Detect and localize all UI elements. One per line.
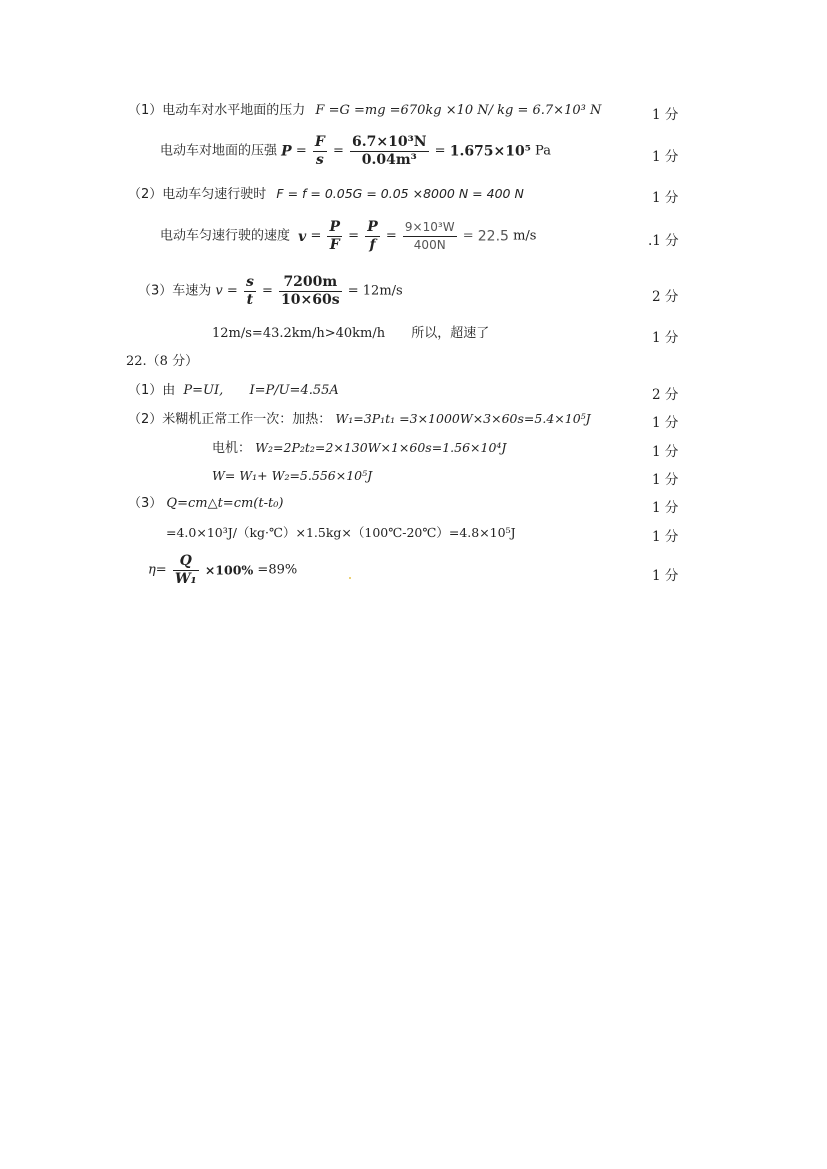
- q22-l1-score: 2 分: [652, 387, 679, 403]
- q21-l6-conclusion: 所以，超速了: [411, 326, 490, 341]
- q21-l5-frac2-den: 10×60s: [281, 292, 340, 308]
- q22-l6-formula: =4.0×10³J/（kg·℃）×1.5kg×（100℃-20℃）=4.8×10⁵J: [166, 525, 516, 540]
- q22-line5: [128, 495, 284, 513]
- q22-l4-score: 1 分: [652, 472, 679, 488]
- q21-l4-frac2-den: f: [369, 237, 376, 253]
- q21-l4-frac1-den: F: [329, 237, 340, 253]
- q22-l1-formula-a: P=UI,: [183, 383, 224, 398]
- q22-l7-lhs: η=: [148, 562, 167, 578]
- q21-l1-score: 1 分: [652, 107, 679, 123]
- q22-line4: [212, 467, 372, 486]
- q21-l5-result: = 12m/s: [347, 283, 403, 299]
- q21-l5-frac1-num: s: [245, 274, 254, 290]
- q21-l4-frac3-num: 9×10³W: [403, 219, 457, 237]
- q21-l5-frac1: [244, 274, 256, 309]
- q22-line3: [212, 439, 506, 458]
- q22-l4-formula: W= W₁+ W₂=5.556×10⁵J: [212, 468, 373, 483]
- q21-l4-frac1: [327, 219, 342, 254]
- q22-l3-score: 1 分: [652, 444, 679, 460]
- q22-l5-prefix: （3）: [128, 496, 163, 511]
- q21-l1-formula: F =G =mg =670kg ×10 N/ kg = 6.7×10³ N: [315, 103, 602, 118]
- q21-l4-frac3-den: 400N: [413, 238, 446, 252]
- q21-l4-result: 22.5: [477, 228, 509, 245]
- q22-l3-formula: W₂=2P₂t₂=2×130W×1×60s=1.56×10⁴J: [255, 440, 507, 455]
- q21-l2-frac2-num: 6.7×10³N: [352, 134, 427, 150]
- q22-l7-frac: [173, 553, 199, 588]
- q21-l5-frac2-num: 7200m: [279, 274, 342, 292]
- q22-l3-prefix: 电机：: [212, 441, 252, 456]
- q22-line2: [128, 410, 591, 429]
- q21-l4-unit: m/s: [513, 228, 537, 244]
- q22-header: 22.（8 分）: [126, 354, 199, 369]
- q21-l3-prefix: （2）电动车匀速行驶时: [128, 187, 267, 202]
- q21-l4-lhs: v: [298, 228, 307, 245]
- q21-l2-prefix: 电动车对地面的压强: [160, 143, 278, 159]
- q21-l5-frac1-den: t: [246, 292, 254, 308]
- q21-line1: [128, 102, 601, 120]
- q21-l6-text: 12m/s=43.2km/h>40km/h: [212, 326, 386, 341]
- q21-l5-frac2: [279, 274, 342, 309]
- q22-l2-formula: W₁=3P₁t₁ =3×1000W×3×60s=5.4×10⁵J: [335, 411, 591, 426]
- q21-line3: [128, 185, 524, 204]
- q22-l7-result: =89%: [257, 562, 298, 578]
- q21-l2-score: 1 分: [652, 149, 679, 165]
- q22-line6: [166, 524, 516, 543]
- q22-l1-prefix: （1）由: [128, 383, 176, 398]
- q22-l2-score: 1 分: [652, 415, 679, 431]
- q21-l4-score: .1 分: [648, 233, 679, 249]
- q21-l5-score: 2 分: [652, 289, 679, 305]
- q21-line4: 电动车匀速行驶的速度 v = $\frac{P}{F}$ = $\frac{P}{f}$ = $\frac{\text{9×10³W}}{400N}$ = 22.5 m/s: [160, 219, 537, 253]
- q22-l2-prefix: （2）米糊机正常工作一次：加热：: [128, 412, 332, 427]
- q21-l1-prefix: （1）电动车对水平地面的压力: [128, 103, 306, 118]
- q21-l2-frac1-num: F: [314, 134, 325, 150]
- q21-l4-frac1-num: P: [329, 219, 341, 235]
- q21-l3-score: 1 分: [652, 190, 679, 206]
- q22-line7: [148, 553, 297, 588]
- q22-l7-frac-num: Q: [173, 553, 199, 571]
- q21-l2-frac2-den: 0.04m³: [361, 152, 417, 168]
- q22-l5-formula: Q=cm△t=cm(t-t₀): [166, 496, 284, 511]
- q22-l1-formula-b: I=P/U=4.55A: [249, 383, 339, 398]
- q22-line1: [128, 382, 339, 400]
- q21-l4-frac2-num: P: [367, 219, 378, 235]
- q21-l4-frac3: [403, 219, 457, 254]
- q21-l2-unit: Pa: [535, 143, 551, 159]
- q21-l3-formula: F = f = 0.05G = 0.05 ×8000 N = 400 N: [276, 186, 524, 201]
- q22-l7-frac-den: W₁: [174, 571, 197, 587]
- q21-line5: （3）车速为 v = $\frac{s}{t}$ = $\frac{7200m}{10\times 60s}$ = 12m/s: [138, 274, 403, 308]
- q21-l2-frac1-den: s: [315, 152, 324, 168]
- q21-l4-frac2: [365, 219, 380, 254]
- q21-l5-prefix: （3）车速为: [138, 283, 212, 299]
- q21-l2-lhs: P: [281, 143, 292, 160]
- q21-l5-lhs: v: [215, 283, 223, 299]
- q21-line2: 电动车对地面的压强 P = $\frac{F}{s}$ = $\frac{\text{6.7×10³N}}{\text{0.04m³}}$ = 1.675×10⁵ Pa: [160, 134, 551, 168]
- scan-speck: [349, 577, 351, 579]
- q22-l5-score: 1 分: [652, 500, 679, 516]
- q22-l7-score: 1 分: [652, 568, 679, 584]
- q21-l2-frac1: [313, 134, 327, 169]
- q21-line6: [212, 325, 489, 343]
- q21-l4-prefix: 电动车匀速行驶的速度: [160, 228, 291, 244]
- q21-l2-frac2: [350, 134, 429, 169]
- q22-l7-rest: ×100%: [204, 562, 254, 578]
- q21-l6-score: 1 分: [652, 330, 679, 346]
- q22-l6-score: 1 分: [652, 529, 679, 545]
- q21-l2-result: 1.675×10⁵: [449, 143, 531, 160]
